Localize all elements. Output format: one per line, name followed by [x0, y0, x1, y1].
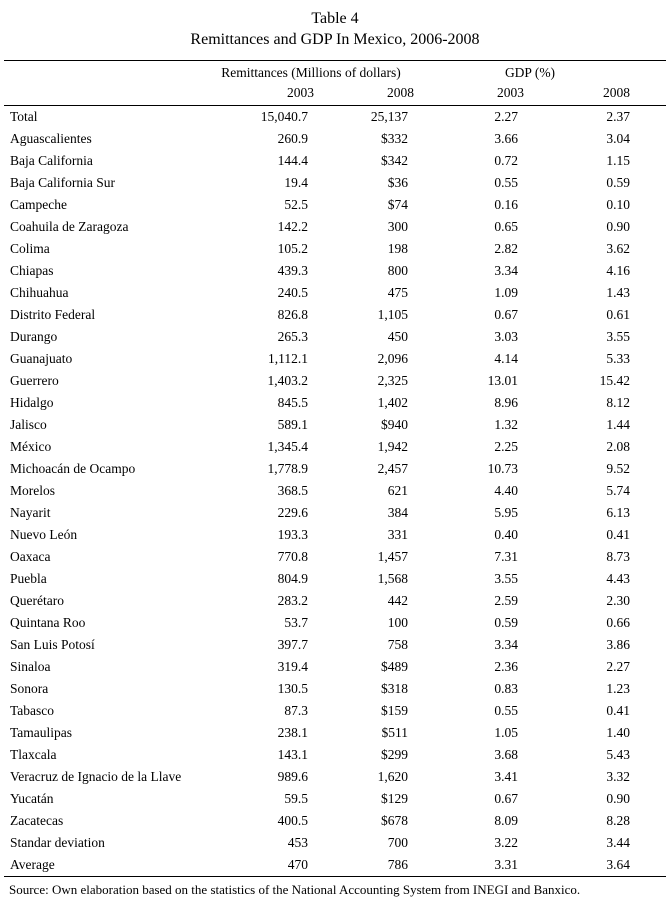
value-cell: $159	[381, 703, 408, 718]
value-cell: 8.73	[606, 549, 630, 564]
row-label: Nayarit	[10, 505, 51, 520]
row-label: Quintana Roo	[10, 615, 86, 630]
value-cell: 3.04	[606, 131, 630, 146]
row-label: Chiapas	[10, 263, 54, 278]
value-cell: 0.55	[494, 703, 518, 718]
value-cell: 144.4	[277, 153, 308, 168]
value-cell: 3.62	[606, 241, 630, 256]
value-cell: 1.44	[606, 417, 630, 432]
value-cell: 5.33	[606, 351, 630, 366]
row-label: Tamaulipas	[10, 725, 73, 740]
value-cell: 700	[387, 835, 408, 850]
value-cell: 368.5	[277, 483, 308, 498]
value-cell: 9.52	[606, 461, 630, 476]
table-row	[4, 348, 666, 370]
value-cell: 2,325	[377, 373, 408, 388]
value-cell: 19.4	[284, 175, 308, 190]
value-cell: $489	[381, 659, 408, 674]
value-cell: 87.3	[284, 703, 308, 718]
table-row	[4, 392, 666, 414]
row-label: Veracruz de Ignacio de la Llave	[10, 769, 182, 784]
value-cell: 2.82	[494, 241, 518, 256]
gdp-2003-header: 2003	[497, 85, 524, 100]
value-cell: 100	[387, 615, 408, 630]
value-cell: 260.9	[277, 131, 308, 146]
row-label: Tlaxcala	[10, 747, 57, 762]
corner-empty-cell	[4, 61, 208, 84]
value-cell: 53.7	[284, 615, 308, 630]
table-row	[4, 546, 666, 568]
row-label: Baja California	[10, 153, 93, 168]
value-cell: 804.9	[277, 571, 308, 586]
value-cell: 0.41	[606, 527, 630, 542]
value-cell: 7.31	[494, 549, 518, 564]
table-row	[4, 700, 666, 722]
value-cell: 300	[387, 219, 408, 234]
row-label: Average	[10, 857, 55, 872]
value-cell: 1,402	[377, 395, 408, 410]
row-label: México	[10, 439, 52, 454]
value-cell: $678	[381, 813, 408, 828]
row-label: Michoacán de Ocampo	[10, 461, 136, 476]
table-row	[4, 634, 666, 656]
value-cell: 238.1	[277, 725, 308, 740]
table-caption	[0, 8, 670, 50]
table-row	[4, 590, 666, 612]
value-cell: 198	[387, 241, 408, 256]
value-cell: 240.5	[277, 285, 308, 300]
row-label: Aguascalientes	[10, 131, 92, 146]
value-cell: 5.74	[606, 483, 630, 498]
value-cell: 470	[287, 857, 308, 872]
table-row	[4, 744, 666, 766]
value-cell: 0.65	[494, 219, 518, 234]
table-row	[4, 854, 666, 877]
value-cell: $299	[381, 747, 408, 762]
row-label: Tabasco	[10, 703, 55, 718]
table-row	[4, 128, 666, 150]
value-cell: 15.42	[599, 373, 630, 388]
row-label: Standar deviation	[10, 835, 105, 850]
gdp-group-header: GDP (%)	[504, 65, 556, 80]
table-row	[4, 282, 666, 304]
value-cell: 621	[387, 483, 408, 498]
value-cell: 2.36	[494, 659, 518, 674]
value-cell: 52.5	[284, 197, 308, 212]
row-label: Chihuahua	[10, 285, 69, 300]
row-label: Oaxaca	[10, 549, 51, 564]
value-cell: 1,345.4	[267, 439, 308, 454]
row-label: Nuevo León	[10, 527, 78, 542]
value-cell: 3.31	[494, 857, 518, 872]
value-cell: 3.44	[606, 835, 630, 850]
value-cell: 4.16	[606, 263, 630, 278]
value-cell: 0.72	[494, 153, 518, 168]
row-label: Guerrero	[10, 373, 59, 388]
value-cell: 1,620	[377, 769, 408, 784]
value-cell: 2.30	[606, 593, 630, 608]
row-label: Campeche	[10, 197, 67, 212]
value-cell: 1,105	[377, 307, 408, 322]
value-cell: 3.68	[494, 747, 518, 762]
value-cell: $511	[381, 725, 408, 740]
value-cell: 13.01	[487, 373, 518, 388]
value-cell: 0.10	[606, 197, 630, 212]
value-cell: 1,403.2	[267, 373, 308, 388]
remittances-gdp-table	[4, 60, 666, 877]
table-row	[4, 766, 666, 788]
value-cell: 142.2	[277, 219, 308, 234]
value-cell: 2.27	[494, 109, 518, 124]
value-cell: 439.3	[277, 263, 308, 278]
value-cell: $332	[381, 131, 408, 146]
row-label: Distrito Federal	[10, 307, 96, 322]
value-cell: 25,137	[370, 109, 408, 124]
value-cell: 4.40	[494, 483, 518, 498]
remittances-2008-header: 2008	[387, 85, 414, 100]
value-cell: 0.90	[606, 219, 630, 234]
source-note: Source: Own elaboration based on the statistics of the National Accounting System from INEGI and Banxico.	[4, 877, 666, 903]
row-label: Morelos	[10, 483, 55, 498]
year-header-row	[4, 83, 666, 106]
value-cell: 1.05	[494, 725, 518, 740]
value-cell: 989.6	[277, 769, 308, 784]
table-row	[4, 656, 666, 678]
row-label: Sonora	[10, 681, 49, 696]
value-cell: $940	[381, 417, 408, 432]
value-cell: 1.23	[606, 681, 630, 696]
value-cell: 59.5	[284, 791, 308, 806]
table-row	[4, 832, 666, 854]
row-label: Baja California Sur	[10, 175, 115, 190]
table-row	[4, 326, 666, 348]
table-row	[4, 414, 666, 436]
row-label: Jalisco	[10, 417, 47, 432]
table-header	[4, 61, 666, 106]
value-cell: 2.08	[606, 439, 630, 454]
value-cell: 5.43	[606, 747, 630, 762]
value-cell: $36	[387, 175, 408, 190]
value-cell: 0.90	[606, 791, 630, 806]
value-cell: 1,942	[377, 439, 408, 454]
value-cell: 589.1	[277, 417, 308, 432]
value-cell: 0.66	[606, 615, 630, 630]
table-row	[4, 502, 666, 524]
value-cell: 8.96	[494, 395, 518, 410]
value-cell: 0.16	[494, 197, 518, 212]
value-cell: 5.95	[494, 505, 518, 520]
table-row	[4, 238, 666, 260]
row-label: Yucatán	[10, 791, 54, 806]
value-cell: 3.55	[494, 571, 518, 586]
table-row	[4, 678, 666, 700]
table-row	[4, 458, 666, 480]
table-row	[4, 568, 666, 590]
value-cell: 384	[387, 505, 408, 520]
value-cell: 0.83	[494, 681, 518, 696]
value-cell: $318	[381, 681, 408, 696]
value-cell: 2.37	[606, 109, 630, 124]
table-row	[4, 370, 666, 392]
row-label: Zacatecas	[10, 813, 64, 828]
value-cell: 1.15	[606, 153, 630, 168]
value-cell: 845.5	[277, 395, 308, 410]
row-label: Hidalgo	[10, 395, 54, 410]
value-cell: 3.03	[494, 329, 518, 344]
value-cell: 331	[387, 527, 408, 542]
value-cell: 3.34	[494, 637, 518, 652]
value-cell: 758	[387, 637, 408, 652]
value-cell: $129	[381, 791, 408, 806]
value-cell: 1.32	[494, 417, 518, 432]
row-label: Durango	[10, 329, 58, 344]
value-cell: 3.32	[606, 769, 630, 784]
value-cell: 1,778.9	[267, 461, 308, 476]
table-number: Table 4	[311, 10, 359, 27]
remittances-group-header: Remittances (Millions of dollars)	[221, 65, 401, 80]
value-cell: 0.55	[494, 175, 518, 190]
table-row	[4, 480, 666, 502]
value-cell: 105.2	[277, 241, 308, 256]
table-row	[4, 150, 666, 172]
table-row	[4, 260, 666, 282]
value-cell: 3.34	[494, 263, 518, 278]
value-cell: 475	[387, 285, 408, 300]
value-cell: 0.59	[494, 615, 518, 630]
value-cell: 8.28	[606, 813, 630, 828]
value-cell: 283.2	[277, 593, 308, 608]
value-cell: 0.61	[606, 307, 630, 322]
value-cell: 10.73	[487, 461, 518, 476]
table-row	[4, 810, 666, 832]
value-cell: 1.09	[494, 285, 518, 300]
value-cell: 1.43	[606, 285, 630, 300]
corner-empty-cell	[4, 83, 208, 106]
value-cell: 0.67	[494, 307, 518, 322]
row-label: Puebla	[10, 571, 47, 586]
value-cell: 1,568	[377, 571, 408, 586]
value-cell: 442	[387, 593, 408, 608]
value-cell: 786	[387, 857, 408, 872]
row-label: Coahuila de Zaragoza	[10, 219, 129, 234]
row-label: Sinaloa	[10, 659, 51, 674]
value-cell: 453	[287, 835, 308, 850]
row-label: San Luis Potosí	[10, 637, 95, 652]
value-cell: 2.59	[494, 593, 518, 608]
table-row	[4, 194, 666, 216]
table-row	[4, 788, 666, 810]
value-cell: 800	[387, 263, 408, 278]
table-title: Remittances and GDP In Mexico, 2006-2008	[190, 31, 480, 48]
value-cell: 4.43	[606, 571, 630, 586]
row-label: Guanajuato	[10, 351, 73, 366]
value-cell: 6.13	[606, 505, 630, 520]
value-cell: 1,457	[377, 549, 408, 564]
value-cell: 229.6	[277, 505, 308, 520]
value-cell: 319.4	[277, 659, 308, 674]
value-cell: 397.7	[277, 637, 308, 652]
value-cell: 1,112.1	[268, 351, 308, 366]
table-row	[4, 304, 666, 326]
column-group-row	[4, 61, 666, 84]
value-cell: 2.25	[494, 439, 518, 454]
value-cell: $342	[381, 153, 408, 168]
table-row	[4, 106, 666, 129]
value-cell: 130.5	[277, 681, 308, 696]
gdp-2008-header: 2008	[603, 85, 630, 100]
value-cell: 400.5	[277, 813, 308, 828]
value-cell: 0.67	[494, 791, 518, 806]
value-cell: 0.41	[606, 703, 630, 718]
row-label: Total	[10, 109, 38, 124]
value-cell: 8.09	[494, 813, 518, 828]
value-cell: 4.14	[494, 351, 518, 366]
value-cell: 1.40	[606, 725, 630, 740]
table-row	[4, 524, 666, 546]
table-row	[4, 436, 666, 458]
value-cell: 193.3	[277, 527, 308, 542]
table-row	[4, 172, 666, 194]
value-cell: 0.40	[494, 527, 518, 542]
value-cell: 143.1	[277, 747, 308, 762]
value-cell: 3.66	[494, 131, 518, 146]
remittances-2003-header: 2003	[287, 85, 314, 100]
value-cell: 3.22	[494, 835, 518, 850]
value-cell: 3.64	[606, 857, 630, 872]
value-cell: 3.41	[494, 769, 518, 784]
value-cell: 2.27	[606, 659, 630, 674]
table-body	[4, 106, 666, 877]
table-row	[4, 612, 666, 634]
value-cell: $74	[387, 197, 408, 212]
table-row	[4, 722, 666, 744]
row-label: Colima	[10, 241, 50, 256]
value-cell: 770.8	[277, 549, 308, 564]
value-cell: 8.12	[606, 395, 630, 410]
value-cell: 3.55	[606, 329, 630, 344]
value-cell: 15,040.7	[260, 109, 308, 124]
table-row	[4, 216, 666, 238]
value-cell: 0.59	[606, 175, 630, 190]
value-cell: 826.8	[277, 307, 308, 322]
value-cell: 450	[387, 329, 408, 344]
value-cell: 3.86	[606, 637, 630, 652]
row-label: Querétaro	[10, 593, 64, 608]
value-cell: 2,457	[377, 461, 408, 476]
value-cell: 265.3	[277, 329, 308, 344]
value-cell: 2,096	[377, 351, 408, 366]
